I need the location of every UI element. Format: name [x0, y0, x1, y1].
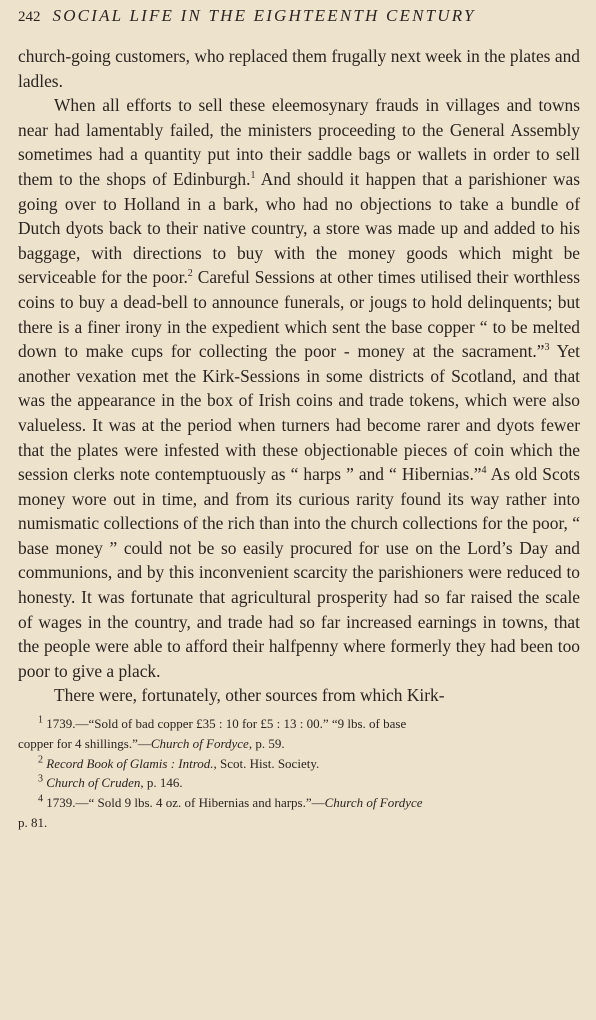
body-text: [18, 44, 580, 708]
paragraph-3: There were, fortunately, other sources from which Kirk-: [54, 685, 445, 706]
page-number: 242: [18, 9, 41, 25]
footnote-2-source: Record Book of Glamis : Introd.: [46, 755, 214, 771]
footnote-2-number: 2: [38, 754, 43, 766]
footnote-1-number: 1: [38, 714, 43, 726]
paragraph-1: church-going customers, who replaced them frugally next week in the plates and ladles.: [18, 46, 580, 91]
page-header: [18, 6, 580, 34]
paragraph-2-part-a: When all efforts to sell these eleemosynary frauds in villages and towns near had lamentably failed, the ministers proceeding to the General Assembly sometimes had a quantity put into their saddle bags or wallets in order to sell them to the shops of Edinburgh.: [18, 95, 580, 189]
footnotes: [18, 714, 580, 833]
footnote-ref-1[interactable]: 1: [250, 170, 256, 182]
paragraph-2: [18, 93, 580, 683]
footnote-2-publisher: , Scot. Hist. Society.: [213, 755, 320, 771]
paragraph-2-part-c: Careful Sessions at other times utilised their worthless coins to buy a dead-bell to announce funerals, or jougs to hold delinquents; but there is a finer irony in the expedient which sent the base copper “ to be melted down to make cups for collecting the poor - money at the sacrament.”: [18, 267, 580, 362]
paragraph-2-part-e: As old Scots money wore out in time, and from its curious rarity found its way rather into numismatic collections of the rich than into the church collections for the poor, “ base money ” could not be so easily procured for use on the Lord’s Day and communions, and by this inconvenient scarcity the parishioners were reduced to honesty. It was fortunate that agricultural prosperity had so far raised the scale of wages in the country, and trade had so far increased earnings in towns, that the people were able to afford their halfpenny where formerly they had been too poor to give a plack.: [18, 464, 580, 681]
footnote-ref-3[interactable]: 3: [544, 342, 550, 354]
footnote-4: [18, 793, 580, 813]
footnote-3-number: 3: [38, 774, 43, 786]
footnote-1-continuation: [18, 734, 580, 754]
footnote-4-source: Church of Fordyce: [324, 795, 423, 811]
footnote-3: [18, 773, 580, 793]
footnote-3-page: , p. 146.: [140, 775, 183, 791]
footnote-1-line-1: 1739.—“Sold of bad copper £35 : 10 for £5 : 13 : 00.” “9 lbs. of base: [46, 716, 407, 732]
footnote-3-source: Church of Cruden: [46, 775, 141, 791]
footnote-ref-4[interactable]: 4: [481, 465, 487, 477]
footnote-4-number: 4: [38, 793, 43, 805]
footnote-ref-2[interactable]: 2: [187, 268, 193, 280]
footnote-4-text: 1739.—“ Sold 9 lbs. 4 oz. of Hibernias and harps.”—: [46, 795, 325, 811]
footnote-1-page: , p. 59.: [248, 735, 285, 751]
paragraph-2-part-d: Yet another vexation met the Kirk-Sessions in some districts of Scotland, and that was the appearance in the box of Irish coins and trade tokens, which were also valueless. It was at the period when turners had become rarer and dyots fewer that the plates were infested with these objectionable pieces of coin which the session clerks note contemptuously as “ harps ” and “ Hibernias.”: [18, 341, 581, 485]
footnote-2: [18, 754, 580, 774]
footnote-1: [18, 714, 580, 734]
footnote-1-line-2a: copper for 4 shillings.”—: [18, 735, 151, 751]
footnote-4-page: p. 81.: [18, 815, 48, 831]
footnote-1-source: Church of Fordyce: [150, 735, 249, 751]
paragraph-2-part-b: And should it happen that a parishioner was going over to Holland in a bark, who had no objections to take a bundle of Dutch dyots back to their native country, a store was made up and added to his baggage, with directions to buy with the money goods which might be serviceable for the poor.: [18, 168, 581, 288]
running-head: SOCIAL LIFE IN THE EIGHTEENTH CENTURY: [52, 6, 476, 25]
